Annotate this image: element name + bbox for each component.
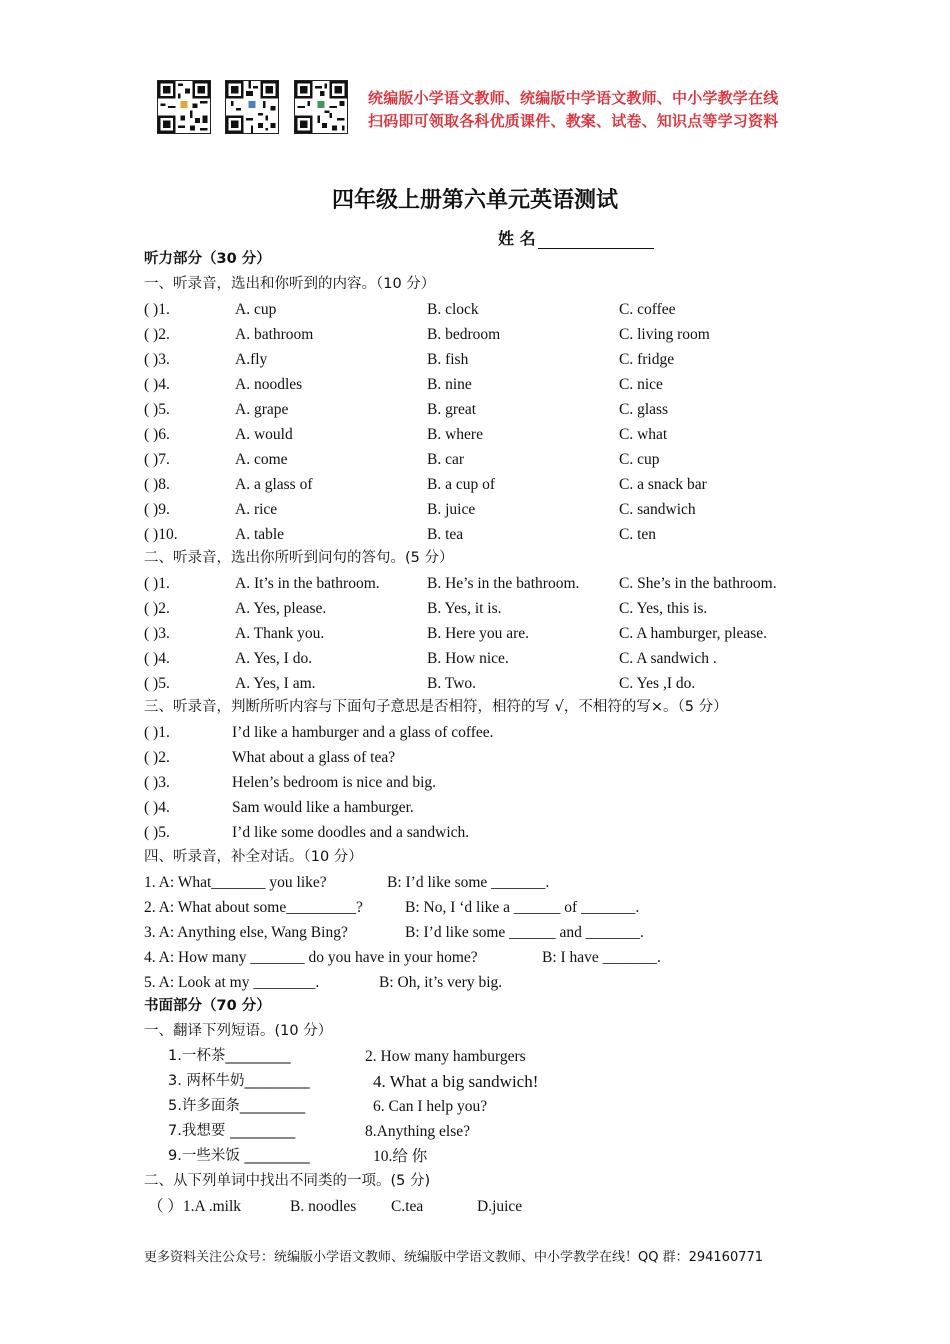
option-b: B. where	[427, 426, 483, 443]
option-b: B. Two.	[427, 675, 477, 692]
part2-heading: 二、听录音，选出你所听到问句的答句。(5 分）	[144, 550, 454, 566]
option-a: A. table	[235, 526, 285, 543]
translation-right: 8.Anything else?	[365, 1123, 471, 1140]
writing-part1-heading: 一、翻译下列短语。(10 分）	[144, 1023, 333, 1039]
item-number: ( )2.	[144, 600, 170, 617]
translation-right: 10.给 你	[373, 1148, 428, 1165]
dialogue-b: B: No, I ‘d like a ______ of _______.	[405, 899, 640, 916]
item-number: ( )1.	[144, 301, 170, 318]
option-a: A. It’s in the bathroom.	[235, 575, 380, 592]
dialogue-b: B: Oh, it’s very big.	[379, 974, 503, 991]
option-c: C. fridge	[619, 351, 675, 368]
option-c: C. cup	[619, 451, 660, 468]
name-label: 姓 名	[498, 229, 536, 248]
name-blank	[538, 232, 654, 249]
item-number: ( )3.	[144, 625, 170, 642]
option-c: C. ten	[619, 526, 657, 543]
option-d: D.juice	[477, 1198, 523, 1215]
item-number: （ ）1.A .milk	[148, 1198, 242, 1215]
item-number: ( )8.	[144, 476, 170, 493]
statement-text: Sam would like a hamburger.	[232, 799, 414, 816]
option-c: C. Yes, this is.	[619, 600, 708, 617]
promo-line-1: 统编版小学语文教师、统编版中学语文教师、中小学教学在线	[368, 89, 779, 107]
dialogue-a: 1. A: What_______ you like?	[144, 874, 327, 891]
option-a: A. grape	[235, 401, 289, 418]
statement-text: I’d like a hamburger and a glass of coffee.	[232, 724, 494, 741]
item-number: ( )1.	[144, 724, 170, 741]
option-c: C. coffee	[619, 301, 676, 318]
option-a: A. would	[235, 426, 293, 443]
option-c: C. A sandwich .	[619, 650, 717, 667]
option-b: B. Here you are.	[427, 625, 529, 642]
writing-part2-heading: 二、从下列单词中找出不同类的一项。(5 分)	[144, 1173, 431, 1189]
option-c: C. living room	[619, 326, 710, 343]
item-number: ( )5.	[144, 401, 170, 418]
dialogue-a: 4. A: How many _______ do you have in your home?	[144, 949, 478, 966]
option-a: A. Yes, please.	[235, 600, 327, 617]
option-c: C.tea	[391, 1198, 424, 1215]
option-b: B. He’s in the bathroom.	[427, 575, 580, 592]
writing-heading: 书面部分（70 分）	[144, 998, 271, 1014]
option-c: C. what	[619, 426, 668, 443]
item-number: ( )5.	[144, 675, 170, 692]
item-number: ( )9.	[144, 501, 170, 518]
footer-note: 更多资料关注公众号：统编版小学语文教师、统编版中学语文教师、中小学教学在线！QQ 群：294160771	[144, 1250, 764, 1265]
option-b: B. fish	[427, 351, 469, 368]
dialogue-b: B: I’d like some _______.	[387, 874, 550, 891]
option-a: A. Thank you.	[235, 625, 325, 642]
item-number: ( )4.	[144, 376, 170, 393]
item-number: ( )2.	[144, 749, 170, 766]
option-c: C. Yes ,I do.	[619, 675, 696, 692]
translation-left: 1.一杯茶_________	[168, 1048, 291, 1064]
dialogue-a: 5. A: Look at my ________.	[144, 974, 320, 991]
option-a: A. Yes, I am.	[235, 675, 316, 692]
option-b: B. nine	[427, 376, 472, 393]
item-number: ( )6.	[144, 426, 170, 443]
translation-left: 7.我想要 _________	[168, 1123, 296, 1139]
translation-right: 6. Can I help you?	[373, 1098, 488, 1115]
translation-left: 5.许多面条_________	[168, 1098, 306, 1114]
option-c: C. sandwich	[619, 501, 696, 518]
item-number: ( )5.	[144, 824, 170, 841]
dialogue-b: B: I’d like some ______ and _______.	[405, 924, 644, 941]
item-number: ( )2.	[144, 326, 170, 343]
option-c: C. nice	[619, 376, 663, 393]
option-b: B. tea	[427, 526, 464, 543]
option-a: A. Yes, I do.	[235, 650, 313, 667]
dialogue-a: 2. A: What about some_________?	[144, 899, 363, 916]
option-b: B. Yes, it is.	[427, 600, 502, 617]
translation-right: 2. How many hamburgers	[365, 1048, 526, 1065]
option-a: A. cup	[235, 301, 277, 318]
qr-code-2	[225, 80, 279, 134]
page-title: 四年级上册第六单元英语测试	[331, 188, 618, 213]
dialogue-b: B: I have _______.	[542, 949, 661, 966]
name-field	[498, 226, 654, 249]
option-b: B. bedroom	[427, 326, 501, 343]
option-a: A. a glass of	[235, 476, 313, 493]
item-number: ( )1.	[144, 575, 170, 592]
translation-right: 4. What a big sandwich!	[373, 1072, 539, 1091]
qr-code-1	[157, 80, 211, 134]
option-b: B. a cup of	[427, 476, 496, 493]
option-c: C. A hamburger, please.	[619, 625, 768, 642]
part1-heading: 一、听录音，选出和你听到的内容。（10 分）	[144, 276, 436, 292]
option-b: B. car	[427, 451, 465, 468]
item-number: ( )3.	[144, 774, 170, 791]
option-b: B. juice	[427, 501, 476, 518]
option-c: C. glass	[619, 401, 669, 418]
option-c: C. a snack bar	[619, 476, 707, 493]
translation-left: 9.一些米饭 _________	[168, 1148, 310, 1164]
part3-heading: 三、听录音，判断所听内容与下面句子意思是否相符，相符的写 √，不相符的写×。（5 分）	[144, 699, 728, 715]
item-number: ( )7.	[144, 451, 170, 468]
promo-line-2: 扫码即可领取各科优质课件、教案、试卷、知识点等学习资料	[368, 112, 779, 130]
option-b: B. clock	[427, 301, 479, 318]
item-number: ( )4.	[144, 650, 170, 667]
item-number: ( )4.	[144, 799, 170, 816]
option-a: A.fly	[235, 351, 268, 368]
option-a: A. rice	[235, 501, 278, 518]
option-b: B. great	[427, 401, 477, 418]
part4-heading: 四、听录音，补全对话。（10 分）	[144, 849, 363, 865]
option-b: B. How nice.	[427, 650, 509, 667]
option-c: C. She’s in the bathroom.	[619, 575, 777, 592]
item-number: ( )3.	[144, 351, 170, 368]
dialogue-a: 3. A: Anything else, Wang Bing?	[144, 924, 348, 941]
statement-text: What about a glass of tea?	[232, 749, 396, 766]
translation-left: 3. 两杯牛奶_________	[168, 1073, 310, 1089]
item-number: ( )10.	[144, 526, 178, 543]
option-a: A. bathroom	[235, 326, 314, 343]
option-a: A. noodles	[235, 376, 303, 393]
qr-code-3	[294, 80, 348, 134]
statement-text: I’d like some doodles and a sandwich.	[232, 824, 470, 841]
listening-heading: 听力部分（30 分）	[144, 251, 271, 267]
option-a: A. come	[235, 451, 288, 468]
option-b: B. noodles	[290, 1198, 357, 1215]
statement-text: Helen’s bedroom is nice and big.	[232, 774, 437, 791]
